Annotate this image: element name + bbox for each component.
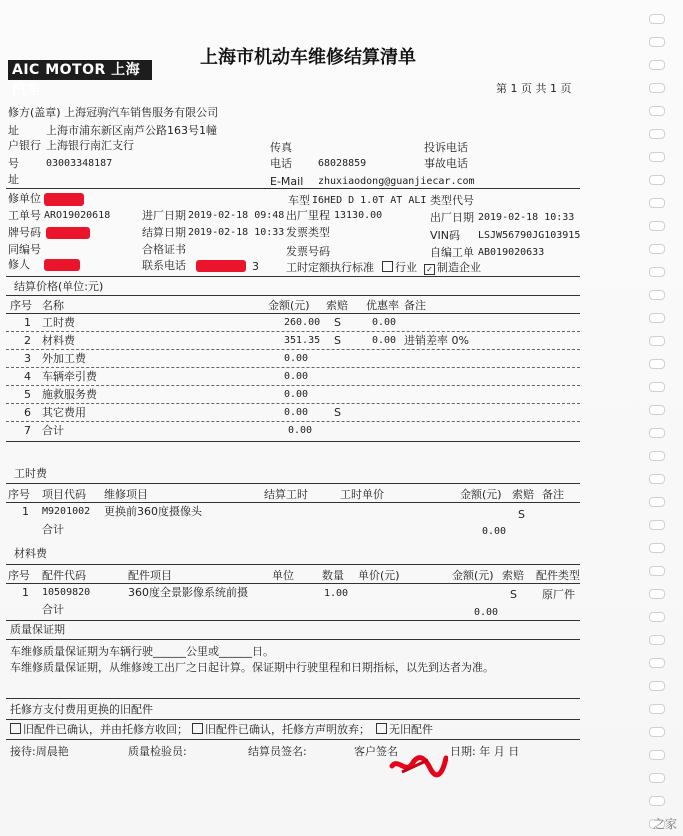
summary-cell-name: 外加工费 [42,352,86,365]
divider [6,441,580,442]
row-divider [6,421,580,422]
labor-header-no: 序号 [8,488,30,501]
perforation-hole [649,106,665,116]
summary-cell-amount: 0.00 [284,389,309,400]
model-label: 车型 [288,194,310,207]
cert-label: 合格证书 [142,243,186,256]
material-total-value: 0.00 [474,607,499,618]
perforation-hole [649,60,665,70]
handwritten-signature [388,752,448,778]
perforation-hole [649,704,665,714]
model-value: I6HED D 1.0T AT ALI [312,195,427,206]
summary-header-claim: 索赔 [326,299,348,312]
material-header-qty: 数量 [322,569,344,582]
material-header-unit: 单位 [272,569,294,582]
site-label: 址 [8,173,19,186]
email-label: E-Mail [270,175,304,188]
perforation-hole [649,543,665,553]
perforation-hole [649,589,665,599]
perforation-hole [649,336,665,346]
checkmark-icon: ✓ [424,264,435,275]
material-header-type: 配件类型 [536,569,580,582]
company-logo: AIC MOTOR 上海汽车 [8,60,152,80]
labor-total-label: 合计 [42,523,64,536]
option-company: ✓ 制造企业 [424,261,481,275]
warranty-title: 质量保证期 [10,623,65,636]
summary-header-discount: 优惠率 [366,299,399,312]
contact-tail: 3 [252,260,259,273]
summary-header-amount: 金额(元) [268,299,310,312]
perforation-hole [649,14,665,24]
exit-date-value: 2019-02-18 10:33 [478,212,575,223]
summary-cell-name: 合计 [42,424,64,437]
entry-date-value: 2019-02-18 09:48 [188,210,285,221]
summary-header-name: 名称 [42,299,64,312]
summary-cell-claim: S [334,316,341,329]
type-code-label: 类型代号 [430,194,474,207]
vin-label: VIN码 [430,229,460,242]
summary-cell-no: 4 [24,370,31,383]
material-header-item: 配件项目 [128,569,172,582]
row-divider [6,403,580,404]
person-label: 修人 [8,258,30,271]
material-row-claim: S [510,588,517,601]
material-header-price: 单价(元) [358,569,400,582]
summary-cell-amount: 0.00 [284,353,309,364]
row-divider [6,385,580,386]
warranty-line-1: 车维修质量保证期为车辆行驶______公里或______日。 [10,645,274,658]
number-label: 同编号 [8,243,41,256]
account-label: 号 [8,157,19,170]
perforation-hole [649,773,665,783]
summary-cell-no: 7 [24,424,31,437]
perforation-hole [649,727,665,737]
old-parts-option-1: 旧配件已确认，并由托修方收回； [10,723,188,736]
redaction-mark [196,260,246,272]
row-divider [6,349,580,350]
material-header-no: 序号 [8,569,30,582]
perforation-hole [649,175,665,185]
settler-signature: 结算员签名: [248,745,307,758]
summary-title: 结算价格(单位:元) [14,280,104,293]
old-parts-option-3: 无旧配件 [376,723,433,736]
plate-label: 牌号码 [8,226,41,239]
invoice-type-label: 发票类型 [286,226,330,239]
labor-row-no: 1 [22,505,29,518]
summary-cell-note: 进销差率 0% [404,334,469,347]
perforation-hole [649,681,665,691]
perforation-hole [649,359,665,369]
watermark-text: 之家 [652,817,677,831]
accident-phone-label: 事故电话 [424,157,468,170]
self-order-value: AB019020633 [478,247,545,258]
owner-label: 修单位 [8,192,41,205]
divider [6,564,580,565]
quality-inspector: 质量检验员: [128,745,187,758]
summary-cell-claim: S [334,406,341,419]
summary-cell-amount: 351.35 [284,335,321,346]
summary-cell-discount: 0.00 [372,317,397,328]
old-parts-option-2: 旧配件已确认，托修方声明放弃； [192,723,370,736]
checkbox-icon [192,723,203,734]
labor-header-claim: 索赔 [512,488,534,501]
perforation-hole [649,405,665,415]
summary-cell-name: 其它费用 [42,406,86,419]
settle-date-value: 2019-02-18 10:33 [188,227,285,238]
invoice-no-label: 发票号码 [286,245,330,258]
divider [6,739,580,740]
divider [6,483,580,484]
redaction-mark [44,193,84,206]
perforation-hole [649,451,665,461]
perforation-hole [649,635,665,645]
perforation-hole [649,267,665,277]
mileage-label: 出厂里程 [286,209,330,222]
page-number: 第 1 页 共 1 页 [496,82,572,95]
self-order-label: 自编工单 [430,246,474,259]
email-value: zhuxiaodong@guanjiecar.com [318,176,475,187]
labor-header-code: 项目代码 [42,488,86,501]
checkbox-icon [376,723,387,734]
divider [6,295,580,296]
summary-cell-amount: 0.00 [284,371,309,382]
summary-cell-no: 1 [24,316,31,329]
perforation-hole [649,428,665,438]
perforation-hole [649,37,665,47]
labor-header-rate: 工时单价 [340,488,384,501]
settle-date-label: 结算日期 [142,226,186,239]
warranty-line-2: 车维修质量保证期，从维修竣工出厂之日起计算。保证期中行驶里程和日期指标，以先到达者为准。 [10,661,494,674]
summary-cell-name: 工时费 [42,316,75,329]
receiver: 接待:周晨艳 [10,745,69,758]
repairer-name: 修方(盖章) 上海冠驹汽车销售服务有限公司 [8,106,219,119]
summary-cell-amount: 260.00 [284,317,321,328]
labor-row-claim: S [518,508,525,521]
mileage-value: 13130.00 [334,210,383,221]
material-row-item: 360度全景影像系统前摄 [128,586,248,599]
vin-value: LSJW56790JG103915 [478,230,581,241]
perforation-hole [649,244,665,254]
order-no-label: 工单号 [8,209,41,222]
bank-value: 上海银行南汇支行 [46,139,134,152]
contact-label: 联系电话 [142,259,186,272]
divider [6,639,580,640]
summary-cell-discount: 0.00 [372,335,397,346]
summary-cell-no: 2 [24,334,31,347]
summary-cell-amount: 0.00 [288,425,313,436]
labor-row-item: 更换前360度摄像头 [104,505,202,518]
divider [6,698,580,699]
perforation-hole [649,750,665,760]
labor-header-hours: 结算工时 [264,488,308,501]
customer-signature: 客户签名 [354,745,398,758]
row-divider [6,367,580,368]
material-row-type: 原厂件 [542,588,575,601]
summary-cell-no: 5 [24,388,31,401]
perforation-hole [649,129,665,139]
perforation-hole [649,520,665,530]
standard-label: 工时定额执行标准 [286,261,374,274]
material-header-amount: 金额(元) [452,569,494,582]
exit-date-label: 出厂日期 [430,211,474,224]
date-field: 日期: 年 月 日 [450,745,520,758]
material-header-claim: 索赔 [502,569,524,582]
divider [6,188,580,189]
labor-title: 工时费 [14,467,47,480]
material-row-no: 1 [22,586,29,599]
labor-header-note: 备注 [542,488,564,501]
divider [6,313,580,314]
material-title: 材料费 [14,547,47,560]
summary-cell-no: 6 [24,406,31,419]
account-value: 03003348187 [46,158,113,169]
checkbox-icon [382,261,393,272]
old-parts-title: 托修方支付费用更换的旧配件 [10,703,153,716]
labor-header-item: 维修项目 [104,488,148,501]
summary-cell-amount: 0.00 [284,407,309,418]
labor-row-code: M9201002 [42,506,91,517]
perforation-hole [649,313,665,323]
perforation-hole [649,83,665,93]
summary-cell-no: 3 [24,352,31,365]
complaint-phone-label: 投诉电话 [424,141,468,154]
summary-cell-name: 车辆牵引费 [42,370,97,383]
perforation-hole [649,290,665,300]
perforation-hole [649,796,665,806]
redaction-mark [44,259,80,271]
entry-date-label: 进厂日期 [142,209,186,222]
phone-label: 电话 [270,157,292,170]
perforation-hole [649,382,665,392]
summary-cell-name: 材料费 [42,334,75,347]
perforation-hole [649,474,665,484]
divider [6,620,580,621]
perforation-hole [649,658,665,668]
summary-header-note: 备注 [404,299,426,312]
address-label: 址 [8,124,19,137]
bank-label: 户银行 [8,139,41,152]
material-row-code: 10509820 [42,587,91,598]
material-header-code: 配件代码 [42,569,86,582]
redaction-mark [46,227,90,239]
address-value: 上海市浦东新区南芦公路163号1幢 [46,124,217,137]
fax-label: 传真 [270,141,292,154]
perforation-hole [649,152,665,162]
perforation-hole [649,198,665,208]
row-divider [6,331,580,332]
perforation-hole [649,566,665,576]
labor-total-value: 0.00 [482,526,507,537]
perforation-strip [639,0,679,836]
summary-header-no: 序号 [10,299,32,312]
perforation-hole [649,612,665,622]
option-industry: 行业 [382,261,417,274]
divider [6,276,580,277]
material-row-qty: 1.00 [324,588,349,599]
divider [6,502,580,503]
order-no-value: ARO19020618 [44,210,111,221]
checkbox-icon [10,723,21,734]
material-total-label: 合计 [42,603,64,616]
divider [6,583,580,584]
summary-cell-name: 施救服务费 [42,388,97,401]
divider [6,719,580,720]
phone-value: 68028859 [318,158,367,169]
document-title: 上海市机动车维修结算清单 [200,47,416,68]
summary-cell-claim: S [334,334,341,347]
perforation-hole [649,497,665,507]
labor-header-amount: 金额(元) [460,488,502,501]
perforation-hole [649,221,665,231]
